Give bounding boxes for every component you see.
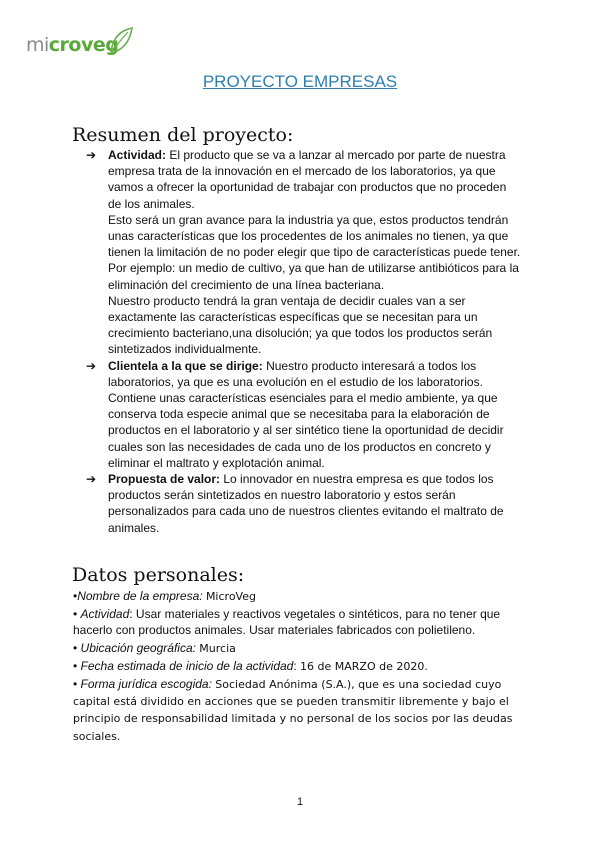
field-label: Nombre de la empresa:: [77, 589, 203, 603]
summary-list: [86, 147, 522, 536]
arrow-bullet-icon: ➔: [86, 358, 97, 373]
list-item-actividad: [86, 147, 522, 358]
section-heading-datos: Datos personales:: [72, 564, 245, 586]
field-value: : Usar materiales y reactivos vegetales o sintéticos, para no tener que hacerlo con productos animales. Usar materiales fabricados con polietileno.: [73, 607, 501, 638]
field-label: Fecha estimada de inicio de la actividad: [80, 658, 294, 673]
arrow-bullet-icon: ➔: [86, 472, 97, 487]
field-value: Murcia: [199, 641, 236, 655]
field-forma: • Forma jurídica escogida: Sociedad Anónima (S.A.), que es una sociedad cuyo capital está dividido en acciones que se pueden transmitir libremente y bajo el principio de responsabilidad limitada y no personal de los socios por las deudas sociales.: [73, 677, 513, 743]
logo-text-part2: croveg: [48, 34, 119, 56]
field-label: Ubicación geográfica:: [80, 640, 196, 655]
logo-text: [26, 34, 118, 56]
field-value: MicroVeg: [205, 590, 256, 603]
leaf-icon: [108, 26, 134, 56]
field-label: Forma jurídica escogida:: [80, 677, 212, 692]
item-text: Lo innovador en nuestra empresa es que todos los productos serán sintetizados en nuestro laboratorio y estos serán personalizados para cada uno de nuestros clientes evitando el maltrato de animales.: [108, 472, 504, 535]
section-heading-resumen: Resumen del proyecto:: [72, 124, 294, 146]
item-label: Actividad:: [108, 148, 167, 162]
list-item-propuesta: [86, 471, 522, 536]
field-nombre: •Nombre de la empresa: MicroVeg: [73, 589, 256, 603]
item-text: El producto que se va a lanzar al mercado por parte de nuestra empresa trata de la innovación en el mercado de los laboratorios, ya que vamos a ofrecer la oportunidad de trabajar con productos que no proceden de los animales.: [108, 148, 507, 211]
field-value: 16 de MARZO de 2020.: [300, 659, 428, 673]
page-number: 1: [296, 796, 304, 808]
field-value: Sociedad Anónima (S.A.), que es una sociedad cuyo capital está dividido en acciones que se pueden transmitir libremente y bajo el principio de responsabilidad limitada y no personal de los socios por las deudas sociales.: [73, 678, 513, 743]
page-title: PROYECTO EMPRESAS: [202, 72, 398, 91]
arrow-bullet-icon: ➔: [86, 148, 97, 162]
field-fecha: • Fecha estimada de inicio de la actividad: 16 de MARZO de 2020.: [73, 658, 428, 673]
item-text: Esto será un gran avance para la industria ya que, estos productos tendrán unas características que los procedentes de los animales no tienen, ya que tienen la limitación de no poder elegir que tipo de características puede tener. Por ejemplo: un medio de cultivo, ya que han de utilizarse antibióticos para la eliminación del crecimiento de una línea bacteriana.: [108, 212, 521, 292]
item-text: Nuestro producto tendrá la gran ventaja de decidir cuales van a ser exactamente las características específicas que se necesitan para un crecimiento bacteriano,una disolución; ya que todos los productos serán sintetizados individualmente.: [108, 293, 493, 357]
field-ubicacion: • Ubicación geográfica: Murcia: [73, 640, 236, 655]
item-label: Propuesta de valor:: [108, 472, 221, 487]
item-text: Nuestro producto interesará a todos los laboratorios, ya que es una evolución en el estudio de los laboratorios. Contiene unas características esenciales para el medio ambiente, ya que conserva toda especie animal que se necesitaba para la elaboración de productos en el laboratorio y al ser sintético tiene la oportunidad de decidir cuales son las necesidades de cada uno de los productos en concreto y eliminar el maltrato y explotación animal.: [108, 358, 504, 470]
list-item-clientela: [86, 358, 522, 471]
logo: [26, 26, 136, 60]
item-label: Clientela a la que se dirige:: [108, 358, 263, 373]
field-actividad: • Actividad: Usar materiales y reactivos vegetales o sintéticos, para no tener que hacerlo con productos animales. Usar materiales fabricados con polietileno.: [73, 607, 501, 638]
logo-text-part1: mi: [26, 34, 49, 56]
personal-data: [73, 588, 523, 746]
field-label: Actividad: [80, 607, 130, 622]
